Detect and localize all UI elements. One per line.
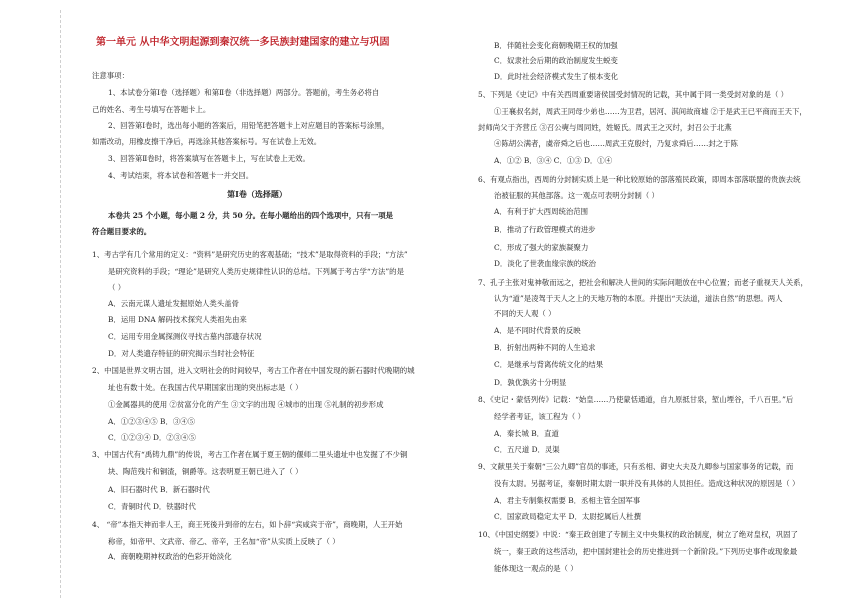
question-line: 10、《中国史纲要》中说：“秦王政创建了专制主义中央集权的政治制度，树立了绝对皇权，巩固了 bbox=[478, 530, 798, 539]
question-line: C．五尺道 D．灵渠 bbox=[494, 445, 560, 454]
question-line: 治被征服的其他部落。这一观点可表明分封制（ ） bbox=[494, 191, 659, 200]
question-line: 4、 “帝”本指天神而非人王，商王死後升到帝的左右，如卜辞“宾咸宾于帝”，商晚期，人王开始 bbox=[92, 520, 403, 529]
question-line: 7、孔子主张对鬼神敬而远之，把社会和解决人世间的实际问题放在中心位置；而老子重视天人关系， bbox=[478, 278, 808, 287]
question-line: B．伴随社会变化商朝晚期王权的加强 bbox=[494, 41, 618, 50]
question-line: 是研究资料的手段；“理论”是研究人类历史规律性认识的总结。下列属于考古学“方法”的是 bbox=[108, 267, 404, 276]
notice-line: 己的姓名、考生号填写在答题卡上。 bbox=[92, 105, 211, 114]
question-line: 能体现这一观点的是（ ） bbox=[494, 564, 578, 573]
question-line: D．淡化了世袭血缘宗族的统治 bbox=[494, 259, 597, 268]
question-line: C．运用专用金属探测仪寻找古墓内部遗存状况 bbox=[108, 332, 262, 341]
question-line: D．此时社会经济模式发生了根本变化 bbox=[494, 72, 619, 81]
question-line: C．奴隶社会后期的政治制度发生蜕变 bbox=[494, 56, 618, 65]
question-line: ④陈胡公满者，虞帝舜之后也……周武王克殷纣，乃复求舜后……封之于陈 bbox=[494, 139, 738, 148]
notice-line: 如需改动，用橡皮擦干净后，再选涂其他答案标号。写在试卷上无效。 bbox=[92, 137, 322, 146]
question-line: A．有利于扩大西周统治范围 bbox=[494, 207, 589, 216]
question-line: B．运用 DNA 解码技术探究人类祖先由来 bbox=[108, 315, 247, 324]
question-line: ①王襄叔名封，周武王同母少弟也……为卫君，居河、淇间故商墟 ②于是武王已平商而王天下， bbox=[494, 107, 807, 116]
question-line: A．①② B．③④ C．①③ D．①④ bbox=[494, 156, 613, 165]
question-line: 认为“道”是凌驾于天人之上的天地万物的本原。并提出“天法道，道法自然”的思想。两人 bbox=[494, 294, 783, 303]
question-line: 块、陶范残片和铜渣，铜爵等。这表明夏王朝已进入了（ ） bbox=[108, 467, 303, 476]
question-line: C．是继承与背离传统文化的结果 bbox=[494, 360, 604, 369]
question-line: B．折射出两种不同的人生追求 bbox=[494, 343, 596, 352]
question-line: 不同的天人观（ ） bbox=[494, 309, 556, 318]
question-line: B．推动了行政管理模式的进步 bbox=[494, 225, 596, 234]
question-line: D．对人类遗存特征的研究揭示当时社会特征 bbox=[108, 349, 255, 358]
exam-title: 第一单元 从中华文明起源到秦汉统一多民族封建国家的建立与巩固 bbox=[96, 37, 390, 48]
section-title: 第Ⅰ卷（选择题） bbox=[227, 189, 287, 199]
question-line: D．孰优孰劣十分明显 bbox=[494, 378, 567, 387]
question-line: A．是不同时代背景的反映 bbox=[494, 326, 581, 335]
question-line: A．秦长城 B．直道 bbox=[494, 429, 559, 438]
question-line: C．形成了强大的家族凝聚力 bbox=[494, 243, 589, 252]
question-line: 经学者考证，该工程为（ ） bbox=[494, 412, 586, 421]
question-line: 址也有数十处。在我国古代早期国家出现的突出标志是（ ） bbox=[108, 383, 303, 392]
notice-line: 2、回答第Ⅰ卷时，选出每小题的答案后，用铅笔把答题卡上对应题目的答案标号涂黑， bbox=[108, 121, 390, 130]
question-line: 9、文献里关于秦朝“三公九卿”官员的事迹，只有丞相、御史大夫及九卿参与国家事务的记载，而 bbox=[478, 462, 794, 471]
section-intro: 本卷共 25 个小题，每小题 2 分，共 50 分。在每小题给出的四个选项中，只有一项是 bbox=[108, 211, 394, 220]
question-line: A．云南元谋人遗址发掘原始人类头盖骨 bbox=[108, 299, 239, 308]
question-line: 8、《史记・蒙恬列传》记载：“始皇……乃使蒙恬通道，自九原抵甘泉，堑山堙谷，千八百里。”后 bbox=[478, 395, 794, 404]
question-line: 6、有观点指出，西周的分封制实质上是一种比较原始的部落殖民政策，即周本部落联盟的贵族去统 bbox=[478, 175, 801, 184]
notice-heading: 注意事项： bbox=[92, 71, 129, 80]
notice-line: 3、回答第Ⅱ卷时，将答案填写在答题卡上，写在试卷上无效。 bbox=[108, 154, 310, 163]
question-line: C．①②③④ D．②③④⑤ bbox=[108, 433, 196, 442]
question-line: 统一，秦王政的这些活动，把中国封建社会的历史推进到一个新阶段。”下列历史事件或现象最 bbox=[494, 547, 798, 556]
binding-line bbox=[60, 10, 62, 598]
question-line: 封师尚父于齐营丘 ③召公奭与周同姓，姓姬氏。周武王之灭纣，封召公于北燕 bbox=[478, 123, 732, 132]
question-line: C．国家政局稳定太平 D．太尉挖属后人杜撰 bbox=[494, 512, 641, 521]
question-line: A．君主专制集权需要 B．丞相主管全国军事 bbox=[494, 496, 641, 505]
question-line: 没有太尉。另据考证，秦朝时期太尉一职并没有具体的人员担任。造成这种状况的原因是（ ） bbox=[494, 479, 800, 488]
question-line: A．商朝晚期神权政治的色彩开始淡化 bbox=[108, 552, 232, 561]
question-line: 2、中国是世界文明古国，进入文明社会的时间较早，考古工作者在中国发现的新石器时代晚期的城 bbox=[92, 366, 415, 375]
question-line: C．青铜时代 D．铁器时代 bbox=[108, 502, 196, 511]
notice-line: 1、本试卷分第Ⅰ卷（选择题）和第Ⅱ卷（非选择题）两部分。答题前，考生务必将自 bbox=[108, 88, 380, 97]
section-intro: 符合题目要求的。 bbox=[92, 227, 152, 236]
question-line: 5、下列是《史记》中有关西周重要诸侯国受封情况的记载，其中属于同一类受封对象的是（ ） bbox=[478, 90, 789, 99]
question-line: 1、考古学有几个常用的定义：“资料”是研究历史的客观基础；“技术”是取得资料的手段；“方法” bbox=[92, 250, 408, 259]
question-line: ①金属器具的使用 ②贫富分化的产生 ③文字的出现 ④城市的出现 ⑤礼制的初步形成 bbox=[108, 400, 384, 409]
question-line: （ ） bbox=[108, 283, 126, 292]
notice-line: 4、考试结束，将本试卷和答题卡一并交回。 bbox=[108, 171, 254, 180]
question-line: 3、中国古代有“禹铸九鼎”的传说，考古工作者在属于夏王朝的偃师二里头遗址中也发掘了不少铜 bbox=[92, 450, 408, 459]
question-line: A．旧石器时代 B．新石器时代 bbox=[108, 485, 210, 494]
question-line: A．①②③④⑤ B．③④⑤ bbox=[108, 417, 196, 426]
question-line: 称帝，如帝甲、文武帝、帝乙、帝辛，王名加“帝”从实质上反映了（ ） bbox=[108, 537, 340, 546]
